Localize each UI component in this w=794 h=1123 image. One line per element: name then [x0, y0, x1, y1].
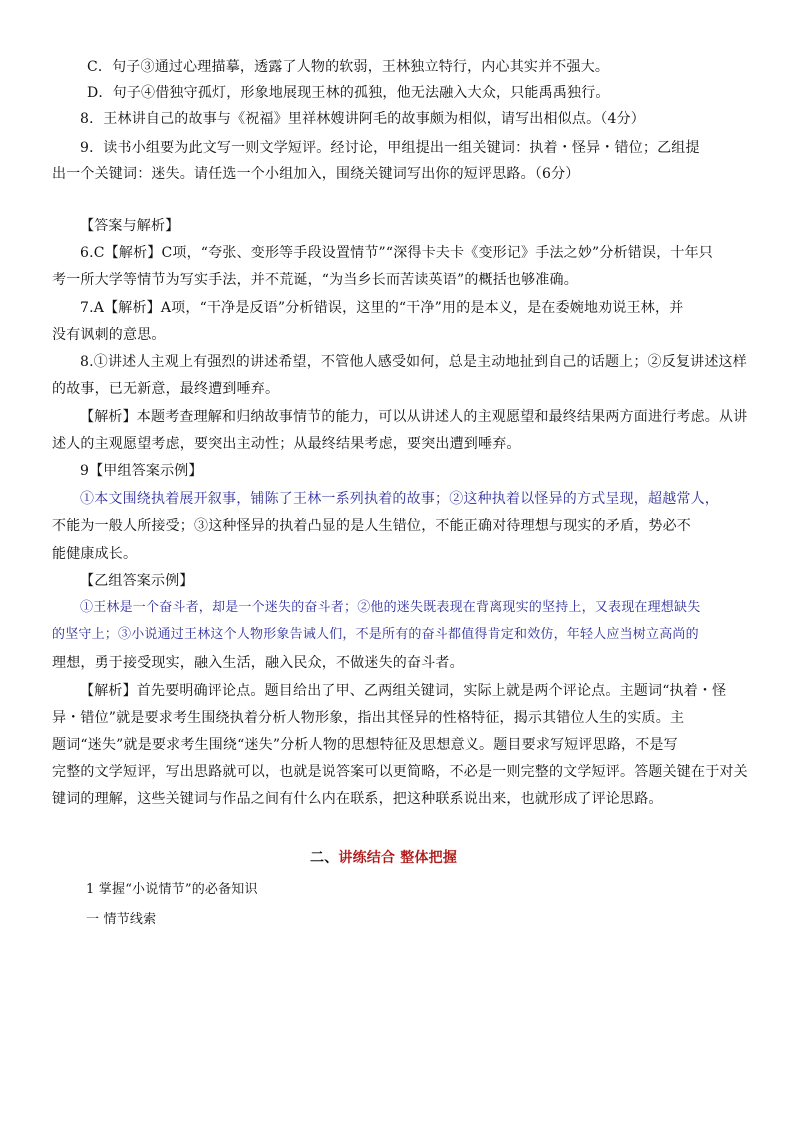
question-9-line-1: 9．读书小组要为此文写一则文学短评。经讨论，甲组提出一组关键词：执着・怪异・错位；乙组提 [80, 140, 700, 156]
section-2-number: 二、 [310, 850, 339, 866]
answer-9-yi-line-2: 的坚守上；③小说通过王林这个人物形象告诫人们，不是所有的奋斗都值得肯定和效仿，年轻人应当树立高尚的 [52, 627, 699, 642]
answer-6-line-2: 考一所大学等情节为写实手法，并不荒诞，“为当乡长而苦读英语”的概括也够准确。 [52, 272, 578, 288]
section-2-title: 讲练结合 整体把握 [338, 850, 458, 866]
answer-7-line-2: 没有讽刺的意思。 [52, 327, 166, 343]
answer-9-jia-header: 9【甲组答案示例】 [80, 463, 203, 479]
answer-9-explanation-line-5: 键词的理解，这些关键词与作品之间有什么内在联系，把这种联系说出来，也就形成了评论思路。 [52, 791, 663, 807]
answer-9-jia-line-3: 能健康成长。 [52, 546, 138, 562]
answer-9-explanation-line-3: 题词“迷失”就是要求考生围绕“迷失”分析人物的思想特征及思想意义。题目要求写短评思路，不是写 [52, 737, 678, 753]
answer-9-yi-line-1: ①王林是一个奋斗者，却是一个迷失的奋斗者；②他的迷失既表现在背离现实的坚持上，又表现在理想缺失 [80, 600, 701, 615]
answer-8-explanation-line-2: 述人的主观愿望考虑，要突出主动性；从最终结果考虑，要突出遭到唾弃。 [52, 436, 521, 452]
question-8: 8．王林讲自己的故事与《祝福》里祥林嫂讲阿毛的故事颇为相似，请写出相似点。（4分） [80, 111, 646, 127]
answers-header: 【答案与解析】 [80, 218, 180, 234]
answer-9-explanation-line-4: 完整的文学短评，写出思路就可以，也就是说答案可以更简略，不必是一则完整的文学短评。答题关键在于对关 [52, 764, 748, 780]
answer-9-jia-line-2: 不能为一般人所接受；③这种怪异的执着凸显的是人生错位，不能正确对待理想与现实的矛盾，势必不 [52, 518, 691, 534]
answer-8-line-2: 的故事，已无新意，最终遭到唾弃。 [52, 381, 280, 397]
section-2-item-2: 一 情节线索 [86, 912, 157, 927]
answer-7-line-1: 7.A【解析】A项，“干净是反语”分析错误，这里的“干净”用的是本义，是在委婉地劝说王林，并 [80, 300, 684, 316]
option-c: C．句子③通过心理描摹，透露了人物的软弱，王林独立特行，内心其实并不强大。 [87, 59, 610, 75]
answer-9-yi-header: 【乙组答案示例】 [80, 573, 194, 589]
answer-9-yi-line-3: 理想，勇于接受现实，融入生活，融入民众，不做迷失的奋斗者。 [52, 655, 464, 671]
answer-8-explanation-line-1: 【解析】本题考查理解和归纳故事情节的能力，可以从讲述人的主观愿望和最终结果两方面进行考虑。从讲 [80, 409, 748, 425]
answer-9-jia-line-1: ①本文围绕执着展开叙事，铺陈了王林一系列执着的故事；②这种执着以怪异的方式呈现，超越常人， [80, 491, 719, 507]
section-2-item-1: 1 掌握“小说情节”的必备知识 [86, 882, 258, 897]
answer-8-line-1: 8.①讲述人主观上有强烈的讲述希望，不管他人感受如何，总是主动地扯到自己的话题上；②反复讲述这样 [80, 354, 747, 370]
answer-9-explanation-line-1: 【解析】首先要明确评论点。题目给出了甲、乙两组关键词，实际上就是两个评论点。主题词“执着・怪 [80, 683, 727, 699]
answer-9-explanation-line-2: 异・错位”就是要求考生围绕执着分析人物形象，指出其怪异的性格特征，揭示其错位人生的实质。主 [52, 710, 685, 726]
answer-6-line-1: 6.C【解析】C项，“夸张、变形等手段设置情节”“深得卡夫卡《变形记》手法之妙”分析错误，十年只 [80, 245, 714, 261]
section-2-heading [310, 848, 457, 868]
option-d: D．句子④借独守孤灯，形象地展现王林的孤独，他无法融入大众，只能禹禹独行。 [87, 85, 610, 101]
question-9-line-2: 出一个关键词：迷失。请任选一个小组加入，围绕关键词写出你的短评思路。（6分） [52, 166, 580, 182]
